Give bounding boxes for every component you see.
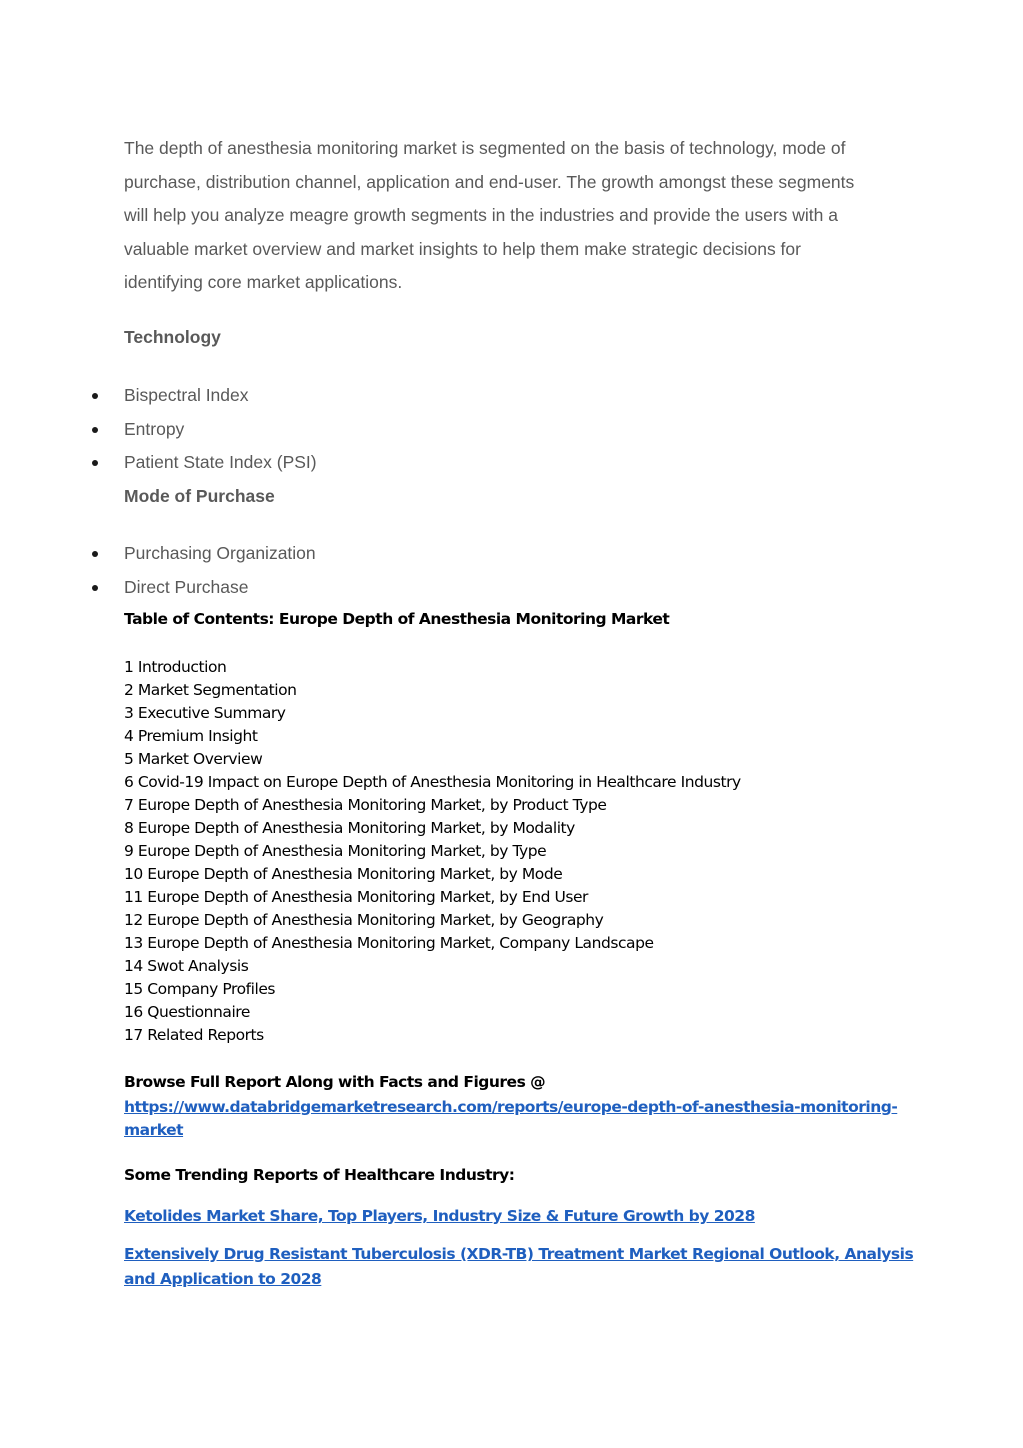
toc-item: 6 Covid-19 Impact on Europe Depth of Anesthesia Monitoring in Healthcare Industry	[124, 773, 741, 791]
intro-line: purchase, distribution channel, application and end-user. The growth amongst these segments	[124, 171, 855, 192]
toc-item: 15 Company Profiles	[124, 980, 276, 998]
toc-item: 13 Europe Depth of Anesthesia Monitoring Market, Company Landscape	[124, 934, 654, 952]
xdr-tb-report-link[interactable]	[124, 1242, 913, 1292]
intro-paragraph	[124, 132, 894, 300]
bullet-icon	[92, 427, 98, 433]
intro-line: valuable market overview and market insights to help them make strategic decisions for	[124, 238, 801, 259]
toc-title: Table of Contents: Europe Depth of Anesthesia Monitoring Market	[124, 610, 670, 628]
intro-line: identifying core market applications.	[124, 272, 403, 293]
trending-heading: Some Trending Reports of Healthcare Industry:	[124, 1166, 515, 1184]
toc-item: 16 Questionnaire	[124, 1003, 250, 1021]
document-page: The depth of anesthesia monitoring market is segmented on the basis of technology, mode of purchase, distribution channel, application and end-user. The growth amongst these segments will help you analyze meagre growth segments in the industries and provide the users with a valuable market overview and market insights to help them make strategic decisions for identifying core market applications. Technology Bispectral Index Entropy Patient State Index (PSI) Mode of Purchase Purchasing Organization Direct Purchase Table of Contents: Europe Depth of Anesthesia Monitoring Market 1 Introduction 2 Market Segmentation 3 Executive Summary 4 Premium Insight 5 Market Overview 6 Covid-19 Impact on Europe Depth of Anesthesia Monitoring in Healthcare Industry 7 Europe Depth of Anesthesia Monitoring Market, by Product Type 8 Europe Depth of Anesthesia Monitoring Market, by Modality 9 Europe Depth of Anesthesia Monitoring Market, by Type 10 Europe Depth of Anesthesia Monitoring Market, by Mode 11 Europe Depth of Anesthesia Monitoring Market, by End User 12 Europe Depth of Anesthesia Monitoring Market, by Geography 13 Europe Depth of Anesthesia Monitoring Market, Company Landscape 14 Swot Analysis 15 Company Profiles 16 Questionnaire 17 Related Reports Browse Full Report Along with Facts and Figures @ https://www.databridgemarketresearch.com/reports/europe-depth-of-anesthesia-monitoring- market Some Trending Reports of Healthcare Industry: Ketolides Market Share, Top Players, Industry Size & Future Growth by 2028 Extensively Drug Resistant Tuberculosis (XDR-TB) Treatment Market Regional Outlook, Analysis and Application to 2028	[0, 0, 1023, 1448]
bullet-icon	[92, 551, 98, 557]
toc-item: 8 Europe Depth of Anesthesia Monitoring Market, by Modality	[124, 819, 575, 837]
xdr-tb-link-line: Extensively Drug Resistant Tuberculosis (XDR-TB) Treatment Market Regional Outlook, Analysis	[124, 1245, 914, 1263]
technology-heading: Technology	[124, 327, 221, 347]
toc-item: 7 Europe Depth of Anesthesia Monitoring Market, by Product Type	[124, 796, 607, 814]
toc-item: 14 Swot Analysis	[124, 957, 249, 975]
toc-item: 11 Europe Depth of Anesthesia Monitoring Market, by End User	[124, 888, 588, 906]
intro-line: will help you analyze meagre growth segments in the industries and provide the users with a	[124, 205, 838, 226]
toc-item: 12 Europe Depth of Anesthesia Monitoring Market, by Geography	[124, 911, 604, 929]
intro-line: The depth of anesthesia monitoring market is segmented on the basis of technology, mode of	[124, 138, 846, 158]
toc-item: 4 Premium Insight	[124, 727, 258, 745]
report-url-line: market	[124, 1121, 184, 1139]
browse-label: Browse Full Report Along with Facts and Figures @	[124, 1073, 546, 1091]
xdr-tb-link-line: and Application to 2028	[124, 1270, 322, 1288]
toc-list	[124, 656, 741, 1047]
bullet-icon	[92, 585, 98, 591]
toc-item: 5 Market Overview	[124, 750, 263, 768]
bullet-icon	[92, 460, 98, 466]
mode-of-purchase-heading: Mode of Purchase	[124, 486, 275, 506]
ketolides-report-link[interactable]: Ketolides Market Share, Top Players, Industry Size & Future Growth by 2028	[124, 1207, 755, 1225]
report-url-link[interactable]	[124, 1096, 897, 1142]
report-url-line: https://www.databridgemarketresearch.com/reports/europe-depth-of-anesthesia-monitoring-	[124, 1098, 898, 1116]
toc-item: 1 Introduction	[124, 658, 227, 676]
toc-item: 10 Europe Depth of Anesthesia Monitoring Market, by Mode	[124, 865, 563, 883]
bullet-icon	[92, 393, 98, 399]
toc-item: 9 Europe Depth of Anesthesia Monitoring Market, by Type	[124, 842, 547, 860]
toc-item: 17 Related Reports	[124, 1026, 264, 1044]
toc-item: 2 Market Segmentation	[124, 681, 297, 699]
toc-item: 3 Executive Summary	[124, 704, 286, 722]
